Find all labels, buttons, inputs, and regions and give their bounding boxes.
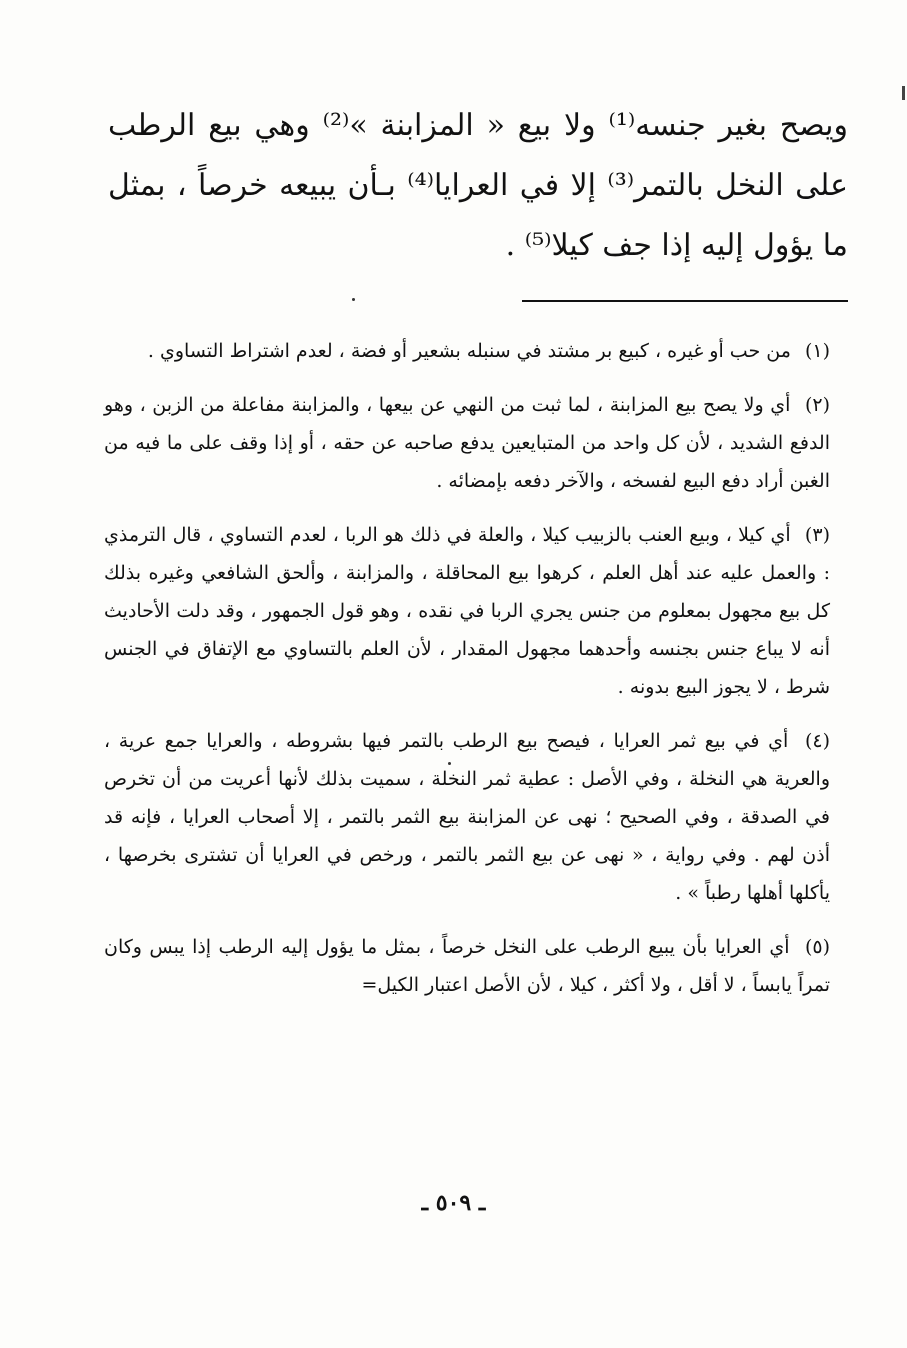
main-text-block <box>108 96 848 276</box>
footnote-5 <box>104 928 830 1004</box>
footnote-divider <box>522 300 848 302</box>
scan-edge-mark <box>902 86 905 100</box>
footnote-number: (٥) <box>804 936 830 958</box>
footnote-number: (٣) <box>804 524 830 546</box>
scan-speck <box>352 298 355 301</box>
footnote-number: (٤) <box>804 730 831 752</box>
footnote-number: (١) <box>804 340 830 362</box>
scan-speck <box>448 762 451 765</box>
footnote-4 <box>104 722 830 912</box>
footnote-text: أي العرايا بأن يبيع الرطب على النخل خرصاً ، بمثل ما يؤول إليه الرطب إذا يبس وكان تمراً يابساً ، لا أقل ، ولا أكثر ، كيلا ، لأن الأصل اعتبار الكيل= <box>104 936 830 996</box>
footnote-text: أي كيلا ، وبيع العنب بالزبيب كيلا ، والعلة في ذلك هو الربا ، لعدم التساوي ، قال الترمذي : والعمل عليه عند أهل العلم ، كرهوا بيع المحاقلة ، والمزابنة ، وألحق الشافعي وغيره بذلك كل بيع مجهول بمعلوم من جنس يجري الربا في نقده ، وهو قول الجمهور ، وقد دلت الأحاديث أنه لا يباع جنس بجنسه وأحدهما مجهول المقدار ، لأن العلم بالتساوي مع الإتفاق في الجنس شرط ، لا يجوز البيع بدونه . <box>104 524 830 698</box>
footnote-3 <box>104 516 830 706</box>
footnote-1 <box>104 332 830 370</box>
footnote-text: من حب أو غيره ، كبيع بر مشتد في سنبله بشعير أو فضة ، لعدم اشتراط التساوي . <box>147 340 791 362</box>
main-text-paragraph: ويصح بغير جنسه⁽¹⁾ ولا بيع « المزابنة »⁽²⁾ وهي بيع الرطب على النخل بالتمر⁽³⁾ إلا في العرايا⁽⁴⁾ بـأن يبيعه خرصاً ، بمثل ما يؤول إليه إذا جف كيلا⁽⁵⁾ . <box>108 108 848 263</box>
footnote-number: (٢) <box>804 394 830 416</box>
footnote-text: أي في بيع ثمر العرايا ، فيصح بيع الرطب بالتمر فيها بشروطه ، والعرايا جمع عرية ، والعرية هي النخلة ، وفي الأصل : عطية ثمر النخلة ، سميت بذلك لأنها أعريت من أن تخرص في الصدقة ، وفي الصحيح ؛ نهى عن المزابنة بيع الثمر بالتمر ، إلا أصحاب العرايا ، فإنه قد أذن لهم . وفي رواية ، « نهى عن بيع الثمر بالتمر ، ورخص في العرايا أن تشترى بخرصها ، يأكلها أهلها رطباً » . <box>104 730 830 904</box>
page-number: ـ ٥٠٩ ـ <box>421 1190 486 1216</box>
footnotes-section <box>104 332 830 1020</box>
footnote-text: أي ولا يصح بيع المزابنة ، لما ثبت من النهي عن بيعها ، والمزابنة مفاعلة من الزبن ، وهو الدفع الشديد ، لأن كل واحد من المتبايعين يدفع صاحبه عن حقه ، أو إذا وقف على ما فيه من الغبن أراد دفع البيع لفسخه ، والآخر دفعه بإمضائه . <box>104 394 830 492</box>
footnote-2 <box>104 386 830 500</box>
